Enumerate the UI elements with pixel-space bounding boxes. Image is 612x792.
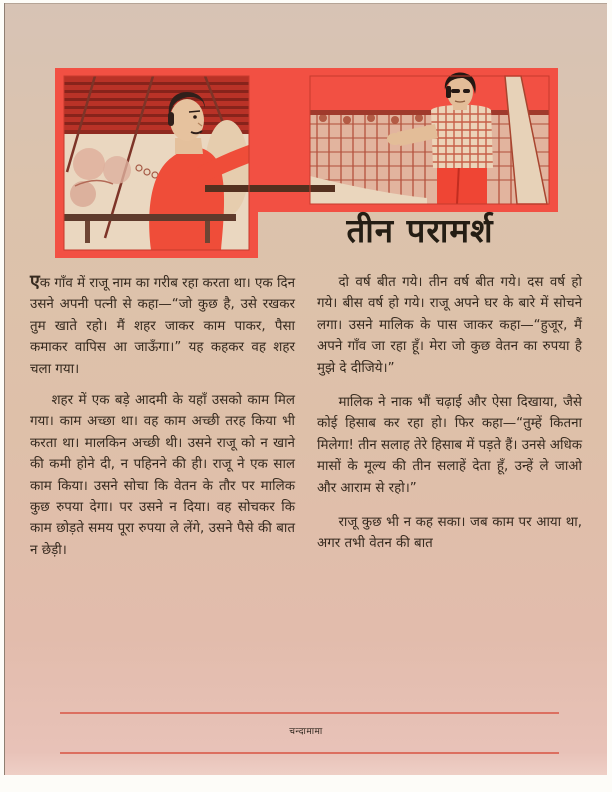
paragraph-lead-text: क गाँव में राजू नाम का गरीब रहा करता था। एक दिन उसने अपनी पत्नी से कहा—“जो कुछ है, उसे रखकर तुम खाते रहो। मैं शहर जाकर काम पाकर, पैसा कमाकर वापिस आ जाऊँगा।” यह कहकर वह शहर चला गया। [30, 276, 295, 377]
text-columns [30, 272, 582, 571]
worker-shirt [431, 102, 493, 168]
paragraph-lead [30, 272, 295, 380]
paragraph: दो वर्ष बीत गये। तीन वर्ष बीत गये। दस वर्ष हो गये। बीस वर्ष हो गये। राजू अपने घर के बारे में सोचने लगा। उसने मालिक के पास जाकर कहा—“हुजूर, मैं अपने गाँव जा रहा हूँ। मेरा जो कुछ वेतन का रुपया है मुझे दे दीजिये।” [317, 275, 582, 376]
drop-cap: ए [30, 272, 40, 292]
worker-eye [451, 89, 460, 93]
right-column [317, 272, 582, 571]
footer-rule-bottom [60, 752, 559, 754]
story-title: तीन परामर्श [346, 211, 494, 250]
paragraph: मालिक ने नाक भौं चढ़ाई और ऐसा दिखाया, जैसे कोई हिसाब कर रहा हो। फिर कहा—“तुम्हें कितना मिलेगा! तीन सलाह तेरे हिसाब में पड़ते हैं। उनसे अधिक मासों के मूल्य की तीन सलाहें देता हूँ, उन्हें ले जाओ और आराम से रहो।” [317, 395, 582, 496]
bench [64, 214, 236, 221]
footer-rule-top [60, 712, 559, 714]
desk-bar [205, 185, 335, 192]
paragraph: राजू कुछ भी न कह सका। जब काम पर आया था, अगर तभी वेतन की बात [317, 515, 582, 552]
merchant-head [170, 99, 204, 141]
footer-text: चन्दामामा [289, 727, 323, 737]
paragraph: शहर में एक बड़े आदमी के यहाँ उसको काम मिल गया। काम अच्छा था। वह काम अच्छी तरह किया भी करता था। मालकिन अच्छी थी। उसने राजू को न खाने की कमी होने दी, न पहिनने की ही। राजू ने एक साल काम किया। उसने सोचा कि वेतन के तौर पर मालिक कुछ रुपया देगा। पर उसने न दिया। वह सोचकर कि काम छोड़ते समय पूरा रुपया ले लेंगे, उसने पैसे की बात न छेड़ी। [30, 393, 295, 558]
worker-lungi [437, 162, 487, 204]
left-column [30, 272, 295, 571]
